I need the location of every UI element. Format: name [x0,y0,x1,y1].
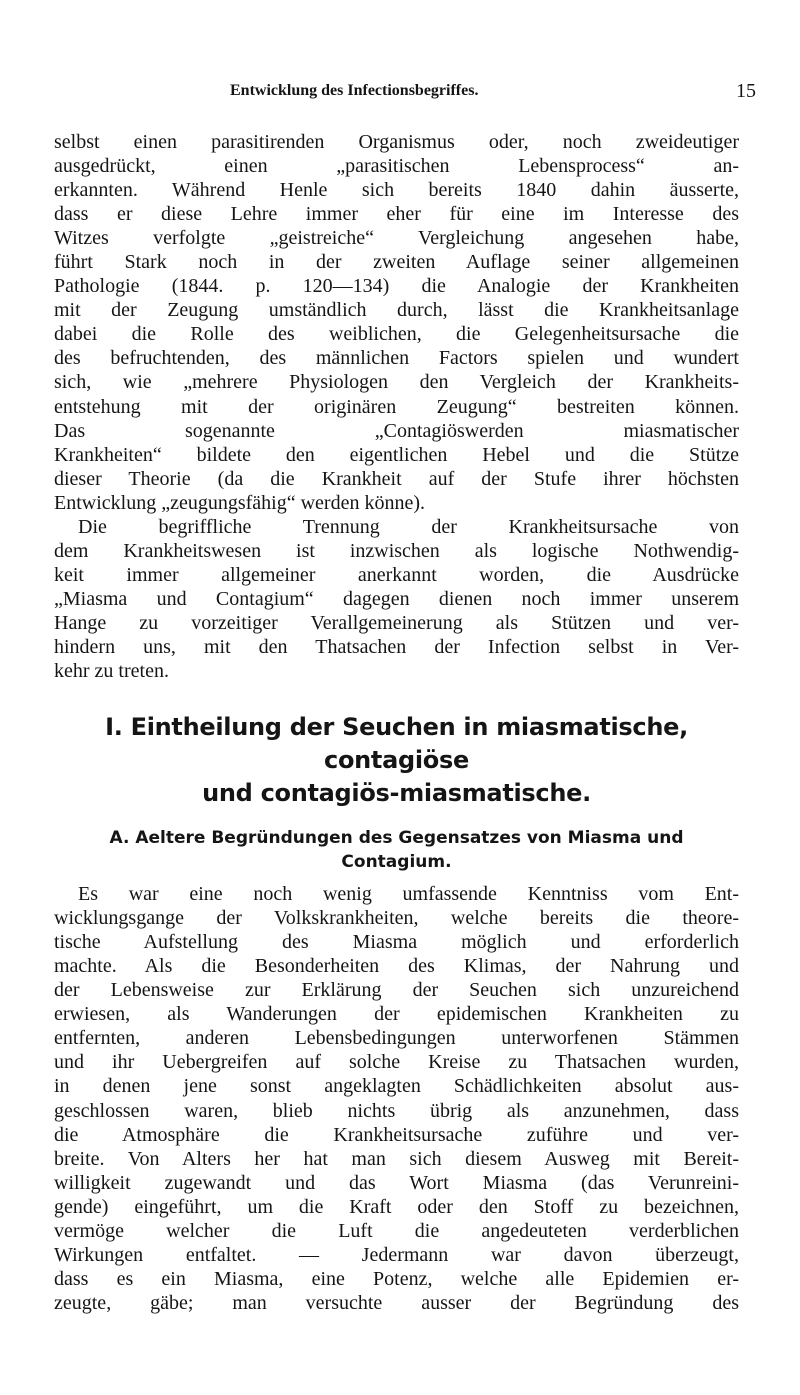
text-line: dabei die Rolle des weiblichen, die Gelegenheitsursache die [54,323,739,346]
subsection-heading [54,826,739,874]
section-heading-line: I. Eintheilung der Seuchen in miasmatische, contagiöse [105,713,688,775]
text-line: führt Stark noch in der zweiten Auflage seiner allgemeinen [54,251,739,274]
section-heading [54,711,739,810]
subsection-heading-line: A. Aeltere Begründungen des Gegensatzes von Miasma und [109,828,684,849]
text-line: Das sogenannte „Contagiöswerden miasmatischer [54,419,739,442]
text-line: hindern uns, mit den Thatsachen der Infection selbst in Ver- [54,635,739,658]
text-line: Hange zu vorzeitiger Verallgemeinerung als Stützen und ver- [54,611,739,634]
paragraph-1 [54,130,739,683]
text-line: entfernten, anderen Lebensbedingungen unterworfenen Stämmen [54,1027,739,1050]
text-line: tische Aufstellung des Miasma möglich und erforderlich [54,931,739,954]
text-line: zeugte, gäbe; man versuchte ausser der Begründung des [54,1291,739,1314]
text-line: „Miasma und Contagium“ dagegen dienen noch immer unserem [54,587,739,610]
text-line: des befruchtenden, des männlichen Factors spielen und wundert [54,347,739,370]
paragraph-2 [54,882,739,1315]
text-line: entstehung mit der originären Zeugung“ bestreiten können. [54,395,739,418]
text-line: Wirkungen entfaltet. — Jedermann war davon überzeugt, [54,1243,739,1266]
page-header [0,82,800,112]
text-line: Es war eine noch wenig umfassende Kenntniss vom Ent- [78,883,739,906]
text-line: dass er diese Lehre immer eher für eine im Interesse des [54,203,739,226]
text-line: Die begriffliche Trennung der Krankheitsursache von [78,515,739,538]
running-title: Entwicklung des Infectionsbegriffes. [230,82,479,99]
text-line: machte. Als die Besonderheiten des Klimas, der Nahrung und [54,955,739,978]
text-line: dass es ein Miasma, eine Potenz, welche alle Epidemien er- [54,1267,739,1290]
text-line: geschlossen waren, blieb nichts übrig als anzunehmen, dass [54,1099,739,1122]
text-line: Entwicklung „zeugungsfähig“ werden könne). [54,491,425,514]
page-number: 15 [736,80,756,102]
text-line: und ihr Uebergreifen auf solche Kreise zu Thatsachen wurden, [54,1051,739,1074]
text-line: kehr zu treten. [54,660,169,683]
text-line: sich, wie „mehrere Physiologen den Vergleich der Krankheits- [54,371,739,394]
text-line: Krankheiten“ bildete den eigentlichen Hebel und die Stütze [54,443,739,466]
text-line: dem Krankheitswesen ist inzwischen als logische Nothwendig- [54,539,739,562]
text-line: die Atmosphäre die Krankheitsursache zuführe und ver- [54,1123,739,1146]
subsection-heading-line: Contagium. [341,852,452,873]
text-line: mit der Zeugung umständlich durch, lässt die Krankheitsanlage [54,299,739,322]
text-line: wicklungsgange der Volkskrankheiten, welche bereits die theore- [54,907,739,930]
text-line: keit immer allgemeiner anerkannt worden, die Ausdrücke [54,563,739,586]
text-line: vermöge welcher die Luft die angedeuteten verderblichen [54,1219,739,1242]
text-line: erwiesen, als Wanderungen der epidemischen Krankheiten zu [54,1003,739,1026]
text-line: Pathologie (1844. p. 120—134) die Analogie der Krankheiten [54,275,739,298]
text-line: dieser Theorie (da die Krankheit auf der Stufe ihrer höchsten [54,467,739,490]
text-line: der Lebensweise zur Erklärung der Seuchen sich unzureichend [54,979,739,1002]
text-line: willigkeit zugewandt und das Wort Miasma (das Verunreini- [54,1171,739,1194]
text-line: selbst einen parasitirenden Organismus oder, noch zweideutiger [54,131,739,153]
text-line: erkannten. Während Henle sich bereits 1840 dahin äusserte, [54,179,739,202]
text-line: in denen jene sonst angeklagten Schädlichkeiten absolut aus- [54,1075,739,1098]
page-body [54,130,739,1315]
text-line: gende) eingeführt, um die Kraft oder den Stoff zu bezeichnen, [54,1195,739,1218]
text-line: breite. Von Alters her hat man sich diesem Ausweg mit Bereit- [54,1147,739,1170]
section-heading-line: und contagiös-miasmatische. [202,779,591,808]
text-line: Witzes verfolgte „geistreiche“ Vergleichung angesehen habe, [54,227,739,250]
text-line: ausgedrückt, einen „parasitischen Lebensprocess“ an- [54,155,739,178]
